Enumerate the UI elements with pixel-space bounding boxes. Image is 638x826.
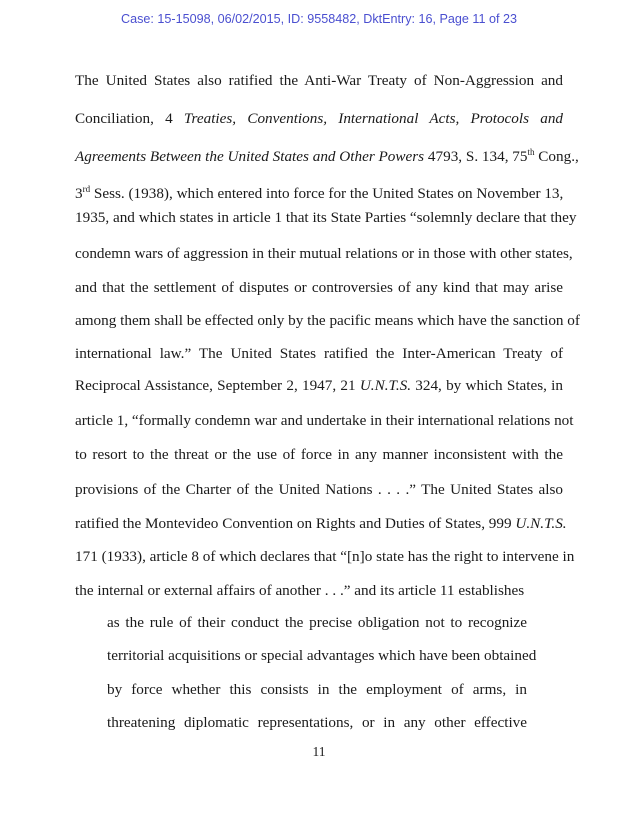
quote-line: threatening diplomatic representations, or in any other effective: [107, 714, 527, 731]
body-line: and that the settlement of disputes or controversies of any kind that may arise: [75, 279, 563, 296]
body-line: the internal or external affairs of another . . .” and its article 11 establishes: [75, 582, 525, 599]
page-number: 11: [312, 744, 326, 759]
body-line: condemn wars of aggression in their mutual relations or in those with other states,: [75, 245, 573, 262]
body-line: Conciliation, 4 Treaties, Conventions, International Acts, Protocols and: [75, 110, 564, 127]
body-line: provisions of the Charter of the United Nations . . . .” The United States also: [75, 481, 563, 498]
body-line: Reciprocal Assistance, September 2, 1947, 21 U.N.T.S. 324, by which States, in: [75, 377, 563, 394]
body-line: 1935, and which states in article 1 that its State Parties “solemnly declare that they: [75, 209, 577, 226]
case-header: Case: 15-15098, 06/02/2015, ID: 9558482, DktEntry: 16, Page 11 of 23: [120, 12, 518, 26]
body-line: among them shall be effected only by the pacific means which have the sanction of: [75, 312, 580, 329]
body-line: to resort to the threat or the use of force in any manner inconsistent with the: [75, 446, 563, 463]
quote-line: territorial acquisitions or special advantages which have been obtained: [107, 647, 537, 664]
body-line: ratified the Montevideo Convention on Rights and Duties of States, 999 U.N.T.S.: [75, 515, 567, 532]
quote-line: as the rule of their conduct the precise obligation not to recognize: [107, 614, 527, 631]
body-line: article 1, “formally condemn war and undertake in their international relations not: [75, 412, 574, 429]
body-line: Agreements Between the United States and Other Powers 4793, S. 134, 75th Cong.,: [75, 147, 579, 165]
body-line: international law.” The United States ratified the Inter-American Treaty of: [75, 345, 563, 362]
body-line: 3rd Sess. (1938), which entered into force for the United States on November 13,: [75, 184, 564, 202]
body-line: The United States also ratified the Anti-War Treaty of Non-Aggression and: [75, 72, 563, 89]
body-line: 171 (1933), article 8 of which declares that “[n]o state has the right to intervene in: [75, 548, 575, 565]
quote-line: by force whether this consists in the employment of arms, in: [107, 681, 527, 698]
